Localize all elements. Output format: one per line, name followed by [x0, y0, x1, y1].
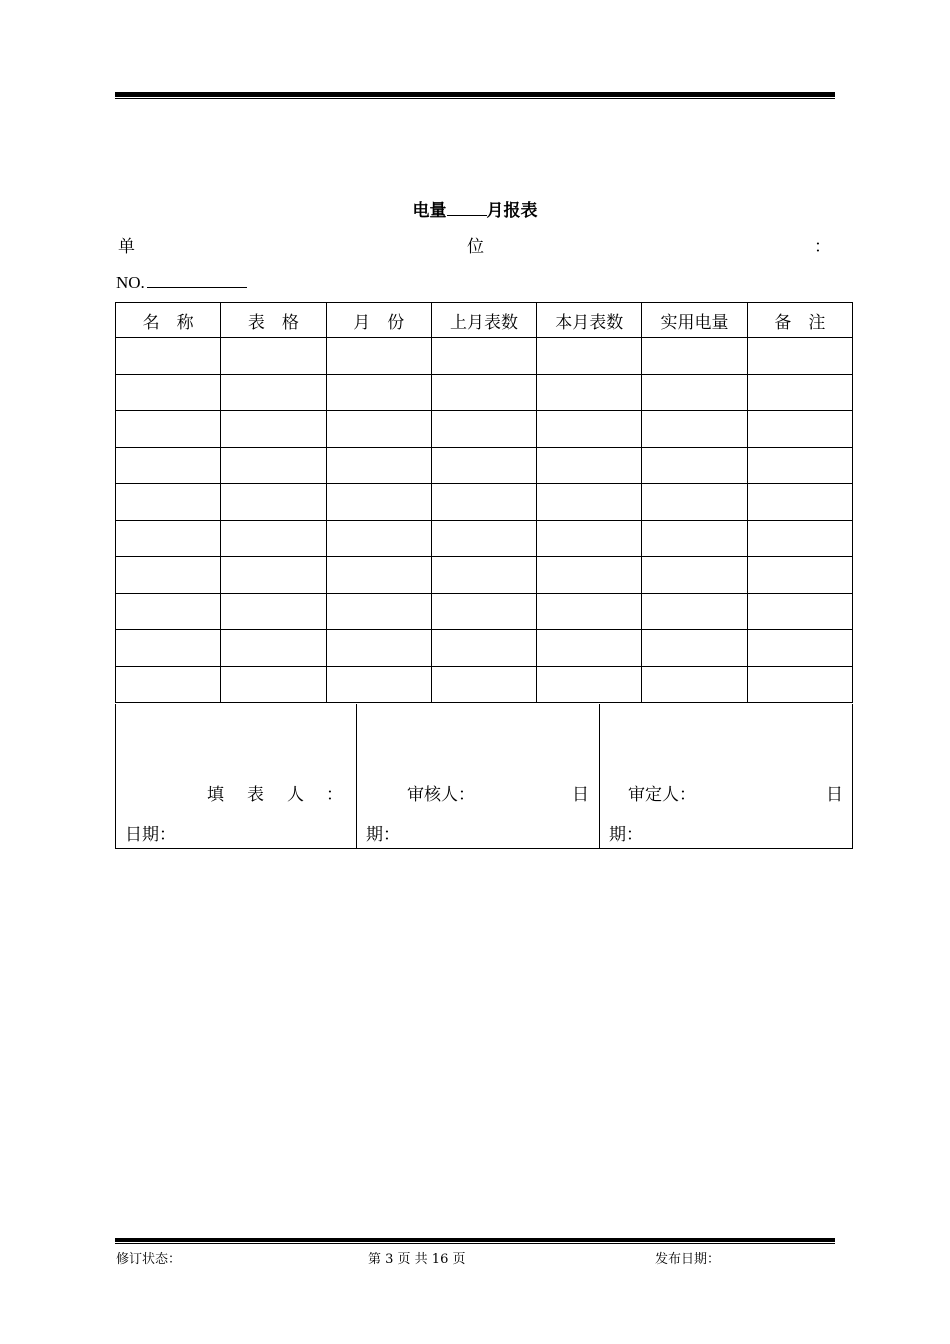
table-cell[interactable] [747, 593, 852, 630]
table-cell[interactable] [221, 447, 326, 484]
reviewer-date-part1: 日 [572, 785, 589, 805]
table-cell[interactable] [431, 666, 536, 703]
table-cell[interactable] [747, 520, 852, 557]
footer-revision-status: 修订状态： [116, 1252, 182, 1267]
table-cell[interactable] [537, 557, 642, 594]
footer-rule-thin [115, 1243, 835, 1244]
table-cell[interactable] [431, 447, 536, 484]
table-cell[interactable] [642, 666, 747, 703]
table-cell[interactable] [642, 593, 747, 630]
table-cell[interactable] [747, 484, 852, 521]
table-cell[interactable] [326, 666, 431, 703]
header-remarks: 备 注 [747, 303, 852, 338]
table-cell[interactable] [537, 520, 642, 557]
table-cell[interactable] [537, 666, 642, 703]
approver-date-part2: 期： [609, 825, 643, 845]
table-cell[interactable] [537, 374, 642, 411]
table-cell[interactable] [747, 557, 852, 594]
table-cell[interactable] [326, 447, 431, 484]
table-cell[interactable] [642, 630, 747, 667]
table-cell[interactable] [537, 338, 642, 375]
table-row [116, 557, 853, 594]
filler-char2: 表 [247, 785, 264, 805]
number-row [116, 270, 247, 293]
title-prefix: 电量 [412, 201, 447, 221]
table-cell[interactable] [747, 666, 852, 703]
header-rule-thin [115, 98, 835, 99]
table-cell[interactable] [326, 520, 431, 557]
table-cell[interactable] [116, 520, 221, 557]
report-table [115, 302, 853, 703]
table-cell[interactable] [221, 557, 326, 594]
table-cell[interactable] [431, 374, 536, 411]
filler-char1: 填 [207, 785, 224, 805]
header-rule [115, 92, 835, 99]
signature-section [115, 704, 853, 849]
table-cell[interactable] [326, 593, 431, 630]
table-cell[interactable] [642, 447, 747, 484]
table-cell[interactable] [221, 666, 326, 703]
header-meter: 表 格 [221, 303, 326, 338]
table-cell[interactable] [642, 520, 747, 557]
table-cell[interactable] [221, 593, 326, 630]
table-row [116, 520, 853, 557]
filler-char3: 人 [287, 785, 304, 805]
reviewer-cell[interactable] [357, 704, 600, 848]
table-cell[interactable] [116, 338, 221, 375]
table-cell[interactable] [116, 557, 221, 594]
table-row [116, 630, 853, 667]
filler-colon: ： [326, 785, 343, 805]
table-cell[interactable] [326, 338, 431, 375]
table-cell[interactable] [116, 374, 221, 411]
header-last-reading: 上月表数 [431, 303, 536, 338]
footer-rule-thick [115, 1238, 835, 1242]
header-actual-usage: 实用电量 [642, 303, 747, 338]
table-body [116, 338, 853, 703]
table-cell[interactable] [642, 557, 747, 594]
header-this-reading: 本月表数 [537, 303, 642, 338]
footer-rule [115, 1238, 835, 1245]
header-month: 月 份 [326, 303, 431, 338]
table-cell[interactable] [221, 630, 326, 667]
table-header-row [116, 303, 853, 338]
unit-label-colon: ： [814, 237, 831, 257]
table-cell[interactable] [537, 593, 642, 630]
header-name: 名 称 [116, 303, 221, 338]
table-cell[interactable] [116, 447, 221, 484]
table-row [116, 447, 853, 484]
table-cell[interactable] [642, 484, 747, 521]
header-rule-thick [115, 92, 835, 97]
table-cell[interactable] [221, 520, 326, 557]
reviewer-date-part2: 期： [366, 825, 400, 845]
table-cell[interactable] [326, 630, 431, 667]
table-cell[interactable] [537, 411, 642, 448]
table-cell[interactable] [116, 484, 221, 521]
approver-cell[interactable] [600, 704, 852, 848]
table-row [116, 411, 853, 448]
table-cell[interactable] [116, 666, 221, 703]
table-cell[interactable] [116, 630, 221, 667]
table-cell[interactable] [326, 374, 431, 411]
month-blank-field[interactable] [447, 199, 487, 216]
title-suffix: 月报表 [486, 201, 538, 221]
table-cell[interactable] [747, 338, 852, 375]
table-cell[interactable] [431, 520, 536, 557]
table-row [116, 593, 853, 630]
table-row [116, 666, 853, 703]
unit-label-char2: 位 [467, 237, 484, 257]
table-cell[interactable] [326, 411, 431, 448]
table-cell[interactable] [221, 484, 326, 521]
table-cell[interactable] [431, 338, 536, 375]
table-cell[interactable] [642, 338, 747, 375]
table-row [116, 484, 853, 521]
table-cell[interactable] [431, 557, 536, 594]
unit-label-char1: 单 [118, 237, 135, 257]
footer-page-number: 第 3 页 共 16 页 [368, 1252, 466, 1267]
filler-date-label: 日期： [125, 825, 176, 845]
document-title [0, 196, 950, 221]
table-cell[interactable] [747, 411, 852, 448]
table-cell[interactable] [221, 411, 326, 448]
table-cell[interactable] [221, 374, 326, 411]
approver-date-part1: 日 [826, 785, 843, 805]
approver-label: 审定人： [628, 785, 696, 805]
unit-row[interactable] [116, 232, 831, 257]
table-cell[interactable] [537, 630, 642, 667]
table-cell[interactable] [537, 484, 642, 521]
table-cell[interactable] [431, 411, 536, 448]
table-row [116, 374, 853, 411]
table-row [116, 338, 853, 375]
table-cell[interactable] [747, 630, 852, 667]
table-cell[interactable] [326, 557, 431, 594]
table-cell[interactable] [537, 447, 642, 484]
table-cell[interactable] [116, 593, 221, 630]
filler-cell[interactable] [116, 704, 357, 848]
table-cell[interactable] [747, 447, 852, 484]
table-cell[interactable] [642, 374, 747, 411]
number-blank-field[interactable] [147, 270, 247, 288]
table-cell[interactable] [326, 484, 431, 521]
footer-publish-date: 发布日期： [655, 1252, 721, 1267]
reviewer-label: 审核人： [407, 785, 475, 805]
table-cell[interactable] [431, 593, 536, 630]
table-cell[interactable] [431, 630, 536, 667]
table-cell[interactable] [642, 411, 747, 448]
number-label: NO. [116, 273, 145, 292]
table-cell[interactable] [431, 484, 536, 521]
table-cell[interactable] [116, 411, 221, 448]
table-cell[interactable] [221, 338, 326, 375]
table-cell[interactable] [747, 374, 852, 411]
